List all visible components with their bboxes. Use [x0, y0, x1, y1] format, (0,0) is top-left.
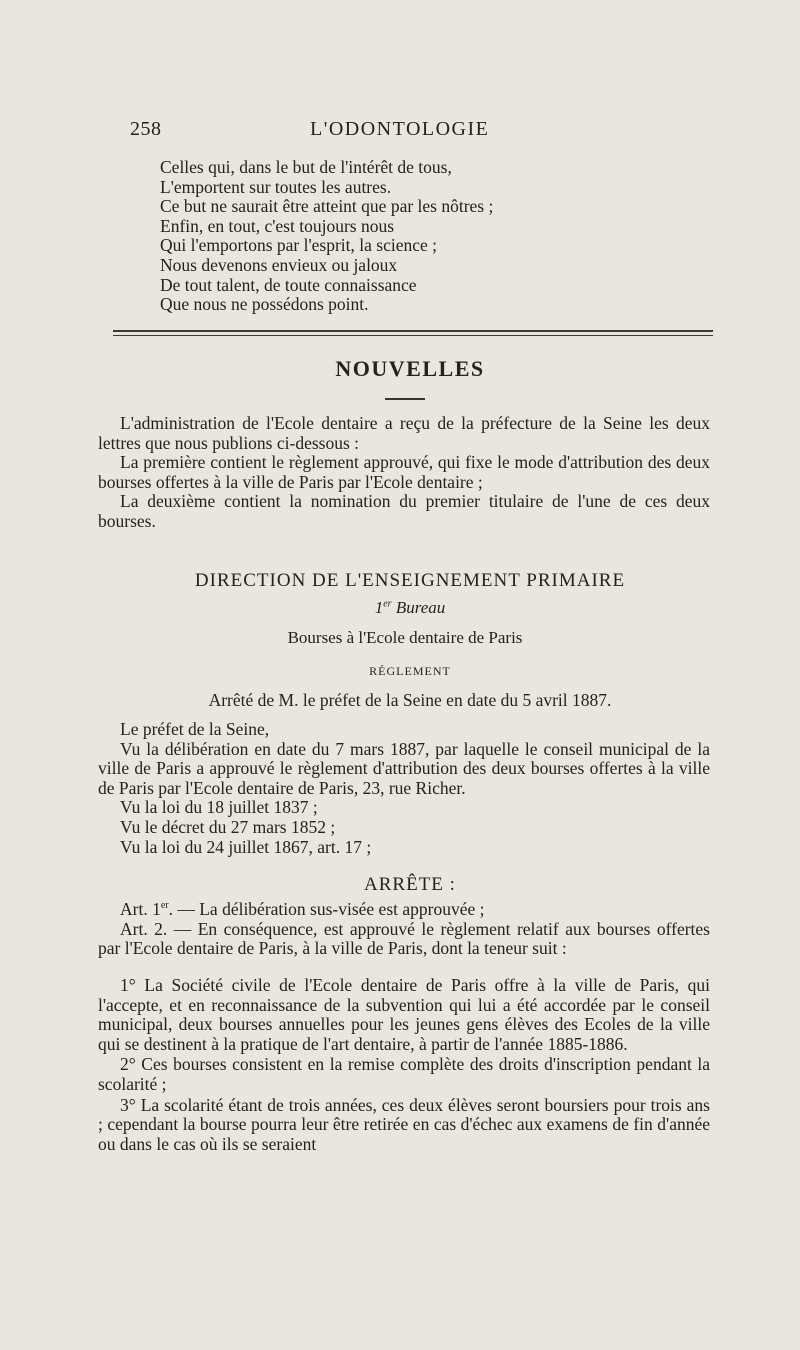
- article-2: Art. 2. — En conséquence, est approuvé le règlement relatif aux bourses offertes par l'Ecole dentaire de Paris, à la ville de Paris, dont la teneur suit :: [98, 918, 710, 959]
- poem-line: Celles qui, dans le but de l'intérêt de tous,: [160, 157, 452, 177]
- poem-line: Ce but ne saurait être atteint que par les nôtres ;: [160, 196, 494, 217]
- page-number: 258: [130, 118, 162, 140]
- numbered-paragraph: 2° Ces bourses consistent en la remise complète des droits d'inscription pendant la scolarité ;: [98, 1054, 710, 1094]
- title-underline: [385, 398, 425, 400]
- poem-line: Que nous ne possédons point.: [160, 294, 369, 315]
- arrete-date: Arrêté de M. le préfet de la Seine en date du 5 avril 1887.: [208, 690, 612, 710]
- numbered-paragraph: 1° La Société civile de l'Ecole dentaire de Paris offre à la ville de Paris, qui l'accepte, et en reconnaissance de la subvention qui lui a été accordée par le conseil municipal, deux bourses annuelles pour les jeunes gens élèves des Ecoles de la ville qui se destinent à la pratique de l'art dentaire, à partir de l'année 1885-1886.: [98, 975, 710, 1054]
- section-divider: [113, 330, 713, 336]
- preamble-paragraph: Vu la délibération en date du 7 mars 1887, par laquelle le conseil municipal de la ville de Paris a approuvé le règlement d'attribution des deux bourses offertes à la ville de Paris par l'Ecole dentaire de Paris, 23, rue Richer.: [98, 738, 710, 798]
- preamble-paragraph: Vu le décret du 27 mars 1852 ;: [120, 816, 336, 837]
- preamble-paragraph: Vu la loi du 24 juillet 1867, art. 17 ;: [120, 836, 372, 857]
- reglement-heading: RÉGLEMENT: [369, 664, 451, 678]
- article-1-ordinal: er: [160, 900, 169, 912]
- preamble-block: [98, 720, 710, 857]
- bureau-number: 1: [374, 598, 384, 617]
- bureau-ordinal: er: [383, 598, 392, 610]
- poem-line: Nous devenons envieux ou jaloux: [160, 254, 398, 275]
- intro-paragraph: L'administration de l'Ecole dentaire a reçu de la préfecture de la Seine les deux lettres que nous publions ci-dessous :: [98, 413, 710, 453]
- numbered-block: [98, 976, 710, 1155]
- intro-paragraph: La deuxième contient la nomination du premier titulaire de l'une de ces deux bourses.: [98, 491, 710, 531]
- intro-paragraph: La première contient le règlement approuvé, qui fixe le mode d'attribution des deux bourses offertes à la ville de Paris par l'Ecole dentaire ;: [98, 452, 710, 492]
- direction-heading: DIRECTION DE L'ENSEIGNEMENT PRIMAIRE: [194, 570, 626, 591]
- preamble-paragraph: Vu la loi du 18 juillet 1837 ;: [120, 797, 318, 818]
- page-header: [130, 118, 708, 142]
- section-title: NOUVELLES: [335, 356, 485, 381]
- poem-line: Enfin, en tout, c'est toujours nous: [160, 215, 395, 236]
- bureau-label: Bureau: [391, 598, 446, 617]
- article-1-text: . — La délibération sus-visée est approuvée ;: [168, 899, 485, 919]
- poem-block: [160, 158, 720, 315]
- article-1: [98, 900, 710, 920]
- preamble-paragraph: Le préfet de la Seine,: [120, 719, 270, 739]
- intro-block: [98, 414, 710, 532]
- bureau-heading: [0, 598, 800, 618]
- poem-line: L'emportent sur toutes les autres.: [160, 176, 392, 197]
- numbered-paragraph: 3° La scolarité étant de trois années, ces deux élèves seront boursiers pour trois ans ; cependant la bourse pourra leur être retirée en cas d'échec aux examens de fin d'année ou dans le cas où ils se seraient: [98, 1094, 710, 1154]
- poem-line: Qui l'emportons par l'esprit, la science ;: [160, 235, 437, 256]
- article-1-prefix: Art. 1: [120, 899, 161, 919]
- journal-title: L'ODONTOLOGIE: [310, 118, 490, 140]
- arrete-title: ARRÊTE :: [364, 874, 456, 895]
- articles-block: [98, 900, 710, 959]
- bourses-heading: Bourses à l'Ecole dentaire de Paris: [287, 628, 523, 647]
- poem-line: De tout talent, de toute connaissance: [160, 274, 417, 295]
